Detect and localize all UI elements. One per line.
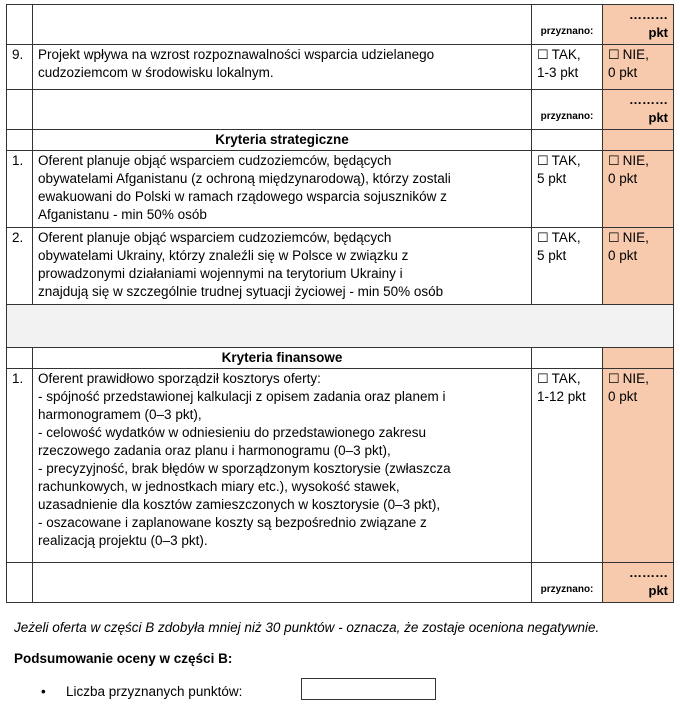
- criterion-text: Oferent planuje objąć wsparciem cudzoziemców, będących obywatelami Afganistanu (z ochroną międzynarodową), którzy zostali ewakuowani do Polski w ramach rządowego wsparcia sojuszników z Afganistanu - min 50% osób: [33, 151, 532, 228]
- section-header-row: [7, 130, 674, 151]
- nie-option[interactable]: ☐ NIE, 0 pkt: [603, 151, 674, 228]
- criterion-text: Oferent prawidłowo sporządził kosztorys oferty: - spójność przedstawionej kalkulacji z opisem zadania oraz planem i harmonogramem (0–3 pkt), - celowość wydatków w odniesieniu do przedstawionego zakresu rzeczowego zadania oraz planu i harmonogramu (0–3 pkt), - precyzyjność, brak błędów w sporządzonym kosztorysie (zwłaszcza rachunkowych, w jednostkach miary etc.), wysokość stawek, uzasadnienie dla kosztów zamieszczonych w kosztorysie (0–3 pkt), - oszacowane i zaplanowane koszty są bezpośrednio związane z realizacją projektu (0–3 pkt).: [33, 369, 532, 563]
- nie-option[interactable]: ☐ NIE, 0 pkt: [603, 228, 674, 305]
- tak-checkbox[interactable]: ☐ TAK,: [537, 229, 597, 247]
- criterion-text: Oferent planuje objąć wsparciem cudzoziemców, będących obywatelami Ukrainy, którzy znaleźli się w Polsce w związku z prowadzonymi działaniami wojennymi na terytorium Ukrainy i znajdują się w szczególnie trudnej sytuacji życiowej - min 50% osób: [33, 228, 532, 305]
- row-number: 1.: [7, 369, 33, 563]
- awarded-row: [7, 563, 674, 603]
- criterion-row: [7, 45, 674, 90]
- nie-checkbox[interactable]: ☐ NIE,: [608, 229, 668, 247]
- tak-checkbox[interactable]: ☐ TAK,: [537, 370, 597, 388]
- points-total-input[interactable]: [301, 678, 436, 700]
- criteria-table: [6, 4, 674, 603]
- tak-option[interactable]: ☐ TAK, 5 pkt: [532, 228, 603, 305]
- points-field[interactable]: ……… pkt: [603, 90, 674, 130]
- summary-bullet: [44, 684, 242, 699]
- awarded-row: [7, 5, 674, 45]
- nie-checkbox[interactable]: ☐ NIE,: [608, 370, 668, 388]
- tak-option[interactable]: ☐ TAK, 5 pkt: [532, 151, 603, 228]
- financial-criteria-header: Kryteria finansowe: [33, 348, 532, 369]
- criterion-row: [7, 228, 674, 305]
- summary-title: Podsumowanie oceny w części B:: [14, 651, 233, 666]
- awarded-label: przyznano:: [532, 563, 603, 603]
- points-total-label: Liczba przyznanych punktów:: [66, 684, 243, 699]
- nie-option[interactable]: ☐ NIE, 0 pkt: [603, 369, 674, 563]
- awarded-row: [7, 90, 674, 130]
- negative-evaluation-note: Jeżeli oferta w części B zdobyła mniej niż 30 punktów - oznacza, że zostaje oceniona negatywnie.: [14, 620, 600, 635]
- nie-checkbox[interactable]: ☐ NIE,: [608, 46, 668, 64]
- row-number: 1.: [7, 151, 33, 228]
- points-field[interactable]: ……… pkt: [603, 563, 674, 603]
- row-number: 9.: [7, 45, 33, 90]
- empty-row: [7, 305, 674, 348]
- row-number: 2.: [7, 228, 33, 305]
- criterion-row: [7, 151, 674, 228]
- criterion-row: [7, 369, 674, 563]
- tak-option[interactable]: ☐ TAK, 1-3 pkt: [532, 45, 603, 90]
- tak-checkbox[interactable]: ☐ TAK,: [537, 152, 597, 170]
- strategic-criteria-header: Kryteria strategiczne: [33, 130, 532, 151]
- tak-checkbox[interactable]: ☐ TAK,: [537, 46, 597, 64]
- awarded-label: przyznano:: [532, 90, 603, 130]
- section-header-row: [7, 348, 674, 369]
- nie-option[interactable]: ☐ NIE, 0 pkt: [603, 45, 674, 90]
- points-field[interactable]: ……… pkt: [603, 5, 674, 45]
- awarded-label: przyznano:: [532, 5, 603, 45]
- nie-checkbox[interactable]: ☐ NIE,: [608, 152, 668, 170]
- criterion-text: Projekt wpływa na wzrost rozpoznawalności wsparcia udzielanego cudzoziemcom w środowisku lokalnym.: [33, 45, 532, 90]
- tak-option[interactable]: ☐ TAK, 1-12 pkt: [532, 369, 603, 563]
